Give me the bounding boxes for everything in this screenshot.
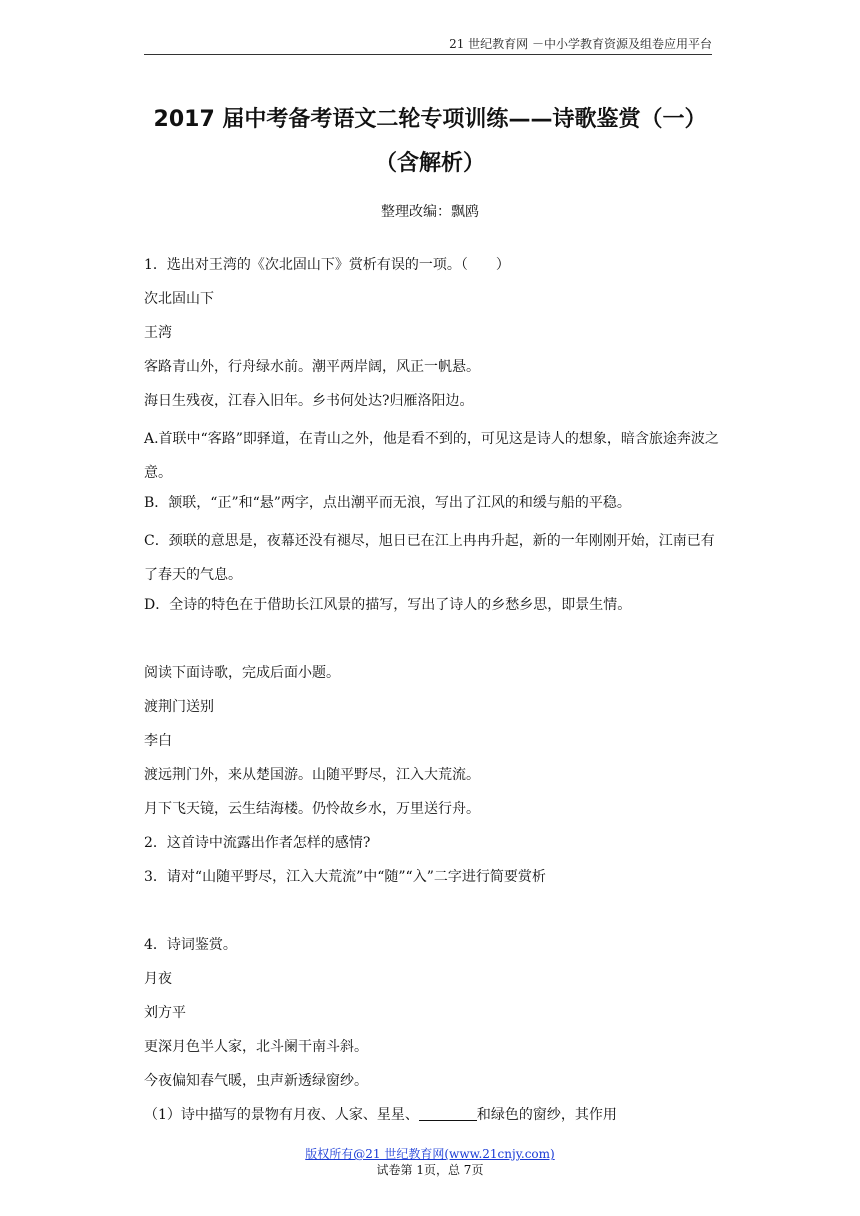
q2-3-poem-author: 李白 <box>144 733 172 749</box>
q2-3-poem-line-2: 月下飞天镜，云生结海楼。仍怜故乡水，万里送行舟。 <box>144 801 480 817</box>
copyright-link[interactable]: 版权所有@21 世纪教育网(www.21cnjy.com) <box>305 1147 555 1161</box>
q4-poem-author: 刘方平 <box>144 1005 186 1021</box>
q1-option-d: D．全诗的特色在于借助长江风景的描写，写出了诗人的乡愁乡思，即景生情。 <box>144 597 632 613</box>
q2-3-poem-title: 渡荆门送别 <box>144 699 214 715</box>
document-body <box>144 252 719 1136</box>
q4-sub1-text-before: （1）诗中描写的景物有月夜、人家、星星、 <box>144 1107 419 1123</box>
q1-poem-line-1: 客路青山外，行舟绿水前。潮平两岸阔，风正一帆悬。 <box>144 359 480 375</box>
q1-option-a: A.首联中“客路”即驿道，在青山之外，他是看不到的，可见这是诗人的想象，暗含旅途奔波之意。 <box>144 431 719 481</box>
q4-poem-line-2: 今夜偏知春气暖，虫声新透绿窗纱。 <box>144 1073 368 1089</box>
page-footer <box>0 1146 860 1178</box>
answer-blank[interactable] <box>419 1106 477 1121</box>
spacer <box>144 898 719 932</box>
title-line-1: 2017 届中考备考语文二轮专项训练——诗歌鉴赏（一） <box>153 107 707 132</box>
q4-poem-line-1: 更深月色半人家，北斗阑干南斗斜。 <box>144 1039 368 1055</box>
q1-option-b: B．颔联，“正”和“悬”两字，点出潮平而无浪，写出了江风的和缓与船的平稳。 <box>144 495 631 511</box>
q4-stem: 4．诗词鉴赏。 <box>144 937 237 953</box>
q3-stem: 3．请对“山随平野尽，江入大荒流”中“随”“入”二字进行简要赏析 <box>144 869 546 885</box>
q2-3-poem-line-1: 渡远荆门外，来从楚国游。山随平野尽，江入大荒流。 <box>144 767 480 783</box>
title-line-2: （含解析） <box>374 151 485 176</box>
q4-sub-question-1 <box>144 1102 719 1136</box>
q4-poem-title: 月夜 <box>144 971 172 987</box>
q1-option-c: C．颈联的意思是，夜幕还没有褪尽，旭日已在江上冉冉升起，新的一年刚刚开始，江南已有了春天的气息。 <box>144 533 715 583</box>
page-header: 21 世纪教育网 －中小学教育资源及组卷应用平台 <box>144 36 712 55</box>
q4-sub1-text-after: 和绿色的窗纱，其作用 <box>476 1107 617 1123</box>
spacer <box>144 626 719 660</box>
q1-poem-line-2: 海日生残夜，江春入旧年。乡书何处达?归雁洛阳边。 <box>144 393 474 409</box>
page-number: 试卷第 1页，总 7页 <box>376 1163 484 1177</box>
q2-stem: 2．这首诗中流露出作者怎样的感情? <box>144 835 371 851</box>
q2-3-intro: 阅读下面诗歌，完成后面小题。 <box>144 665 340 681</box>
editor-credit: 整理改编：飘鸥 <box>381 204 479 220</box>
document-title <box>110 98 750 186</box>
q1-stem: 1．选出对王湾的《次北固山下》赏析有误的一项。（ ） <box>144 257 510 273</box>
q1-poem-author: 王湾 <box>144 325 172 341</box>
q1-poem-title: 次北固山下 <box>144 291 214 307</box>
